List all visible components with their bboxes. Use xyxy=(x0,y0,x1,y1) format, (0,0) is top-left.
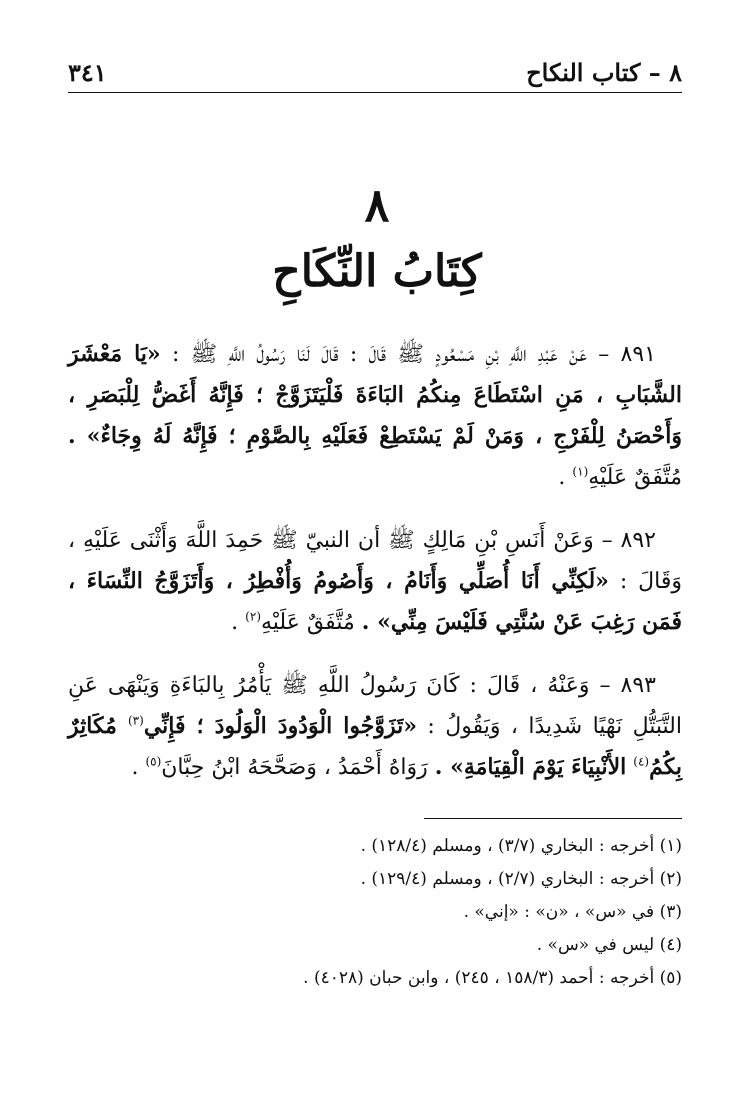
hadith-892 xyxy=(68,520,682,643)
hadith-lead: ٨٩٣ – وَعَنْهُ ، قَالَ : كَانَ رَسُولُ اللَّهِ ﷺ يَأْمُرُ بِالبَاءَةِ وَيَنْهَى عَنِ التَّبَتُّلِ نَهْيًا شَدِيدًا ، وَيَقُولُ : xyxy=(68,673,682,739)
hadith-quote: مُكَاثِرٌ بِكُمُ xyxy=(68,713,682,780)
footnotes xyxy=(68,830,682,995)
footnote-ref: (٢) xyxy=(245,609,261,624)
footnote-ref: (٤) xyxy=(633,754,650,769)
main-text xyxy=(68,334,682,810)
footnote: (٤) ليس في «س» . xyxy=(536,935,682,955)
hadith-end: . xyxy=(558,465,573,490)
hadith-tail: مُتَّفَقٌ عَلَيْهِ xyxy=(588,465,682,490)
hadith-end: . xyxy=(131,755,146,780)
chapter-number: ٨ xyxy=(364,178,390,232)
footnote-ref: (١) xyxy=(572,464,589,479)
hadith-tail: مُتَّفَقٌ عَلَيْهِ xyxy=(261,610,355,635)
footnote: (٢) أخرجه : البخاري (٢/٧) ، ومسلم (١٢٩/٤) . xyxy=(360,869,682,889)
footnote: (٥) أخرجه : أحمد (١٥٨/٣ ، ٢٤٥) ، وابن حبان (٤٠٢٨) . xyxy=(303,968,682,988)
footnote-ref: (٥) xyxy=(145,754,162,769)
footnote: (١) أخرجه : البخاري (٣/٧) ، ومسلم (١٢٨/٤) . xyxy=(360,836,682,856)
hadith-quote: «يَا مَعْشَرَ الشَّبَابِ ، مَنِ اسْتَطَاعَ مِنكُمُ البَاءَةَ فَلْيَتَزَوَّجْ ؛ فَإِنَّهُ أَغَضُّ لِلْبَصَرِ ، وَأَحْصَنُ لِلْفَرْجِ ، وَمَنْ لَمْ يَسْتَطِعْ فَعَلَيْهِ بِالصَّوْمِ ؛ فَإِنَّهُ لَهُ وِجَاءٌ» . xyxy=(68,341,682,449)
footnote: (٣) في «س» ، «ن» : «إني» . xyxy=(463,902,682,922)
hadith-lead: ٨٩٢ – وَعَنْ أَنَسِ بْنِ مَالِكٍ ﷺ أن النبيّ ﷺ حَمِدَ اللَّهَ وَأَثْنَى عَلَيْهِ ، وَقَالَ : xyxy=(68,528,682,594)
page-number: ٣٤١ xyxy=(68,58,107,87)
running-title: ٨ – كتاب النكاح xyxy=(526,58,682,87)
footnote-separator xyxy=(424,818,682,819)
hadith-tail: رَوَاهُ أَحْمَدُ ، وَصَحَّحَهُ ابْنُ حِبَّانَ xyxy=(161,755,428,780)
hadith-quote: «لَكِنِّي أَنَا أُصَلِّي وَأَنَامُ ، وَأَصُومُ وَأُفْطِرُ ، وَأَتَزَوَّجُ النِّسَاءَ ، فَمَن رَغِبَ عَنْ سُنَّتِي فَلَيْسَ مِنِّي» . xyxy=(68,568,682,635)
page-header xyxy=(68,52,682,93)
hadith-quote: الأَنْبِيَاءَ يَوْمَ الْقِيَامَةِ» . xyxy=(434,754,627,780)
hadith-893 xyxy=(68,665,682,788)
hadith-lead: ٨٩١ – عَنْ عَبْدِ اللَّهِ بْنِ مَسْعُودٍ ﷺ قَالَ : قَالَ لَنَا رَسُولُ اللَّهِ ﷺ : xyxy=(171,342,656,367)
hadith-891 xyxy=(68,334,682,498)
footnote-ref: (٣) xyxy=(127,713,144,728)
hadith-quote: «تَزَوَّجُوا الْوَدُودَ الْوَلُودَ ؛ فَإِنِّي xyxy=(143,713,417,739)
hadith-end: . xyxy=(231,610,246,635)
chapter-title: كِتَابُ النِّكَاحِ xyxy=(272,246,482,297)
